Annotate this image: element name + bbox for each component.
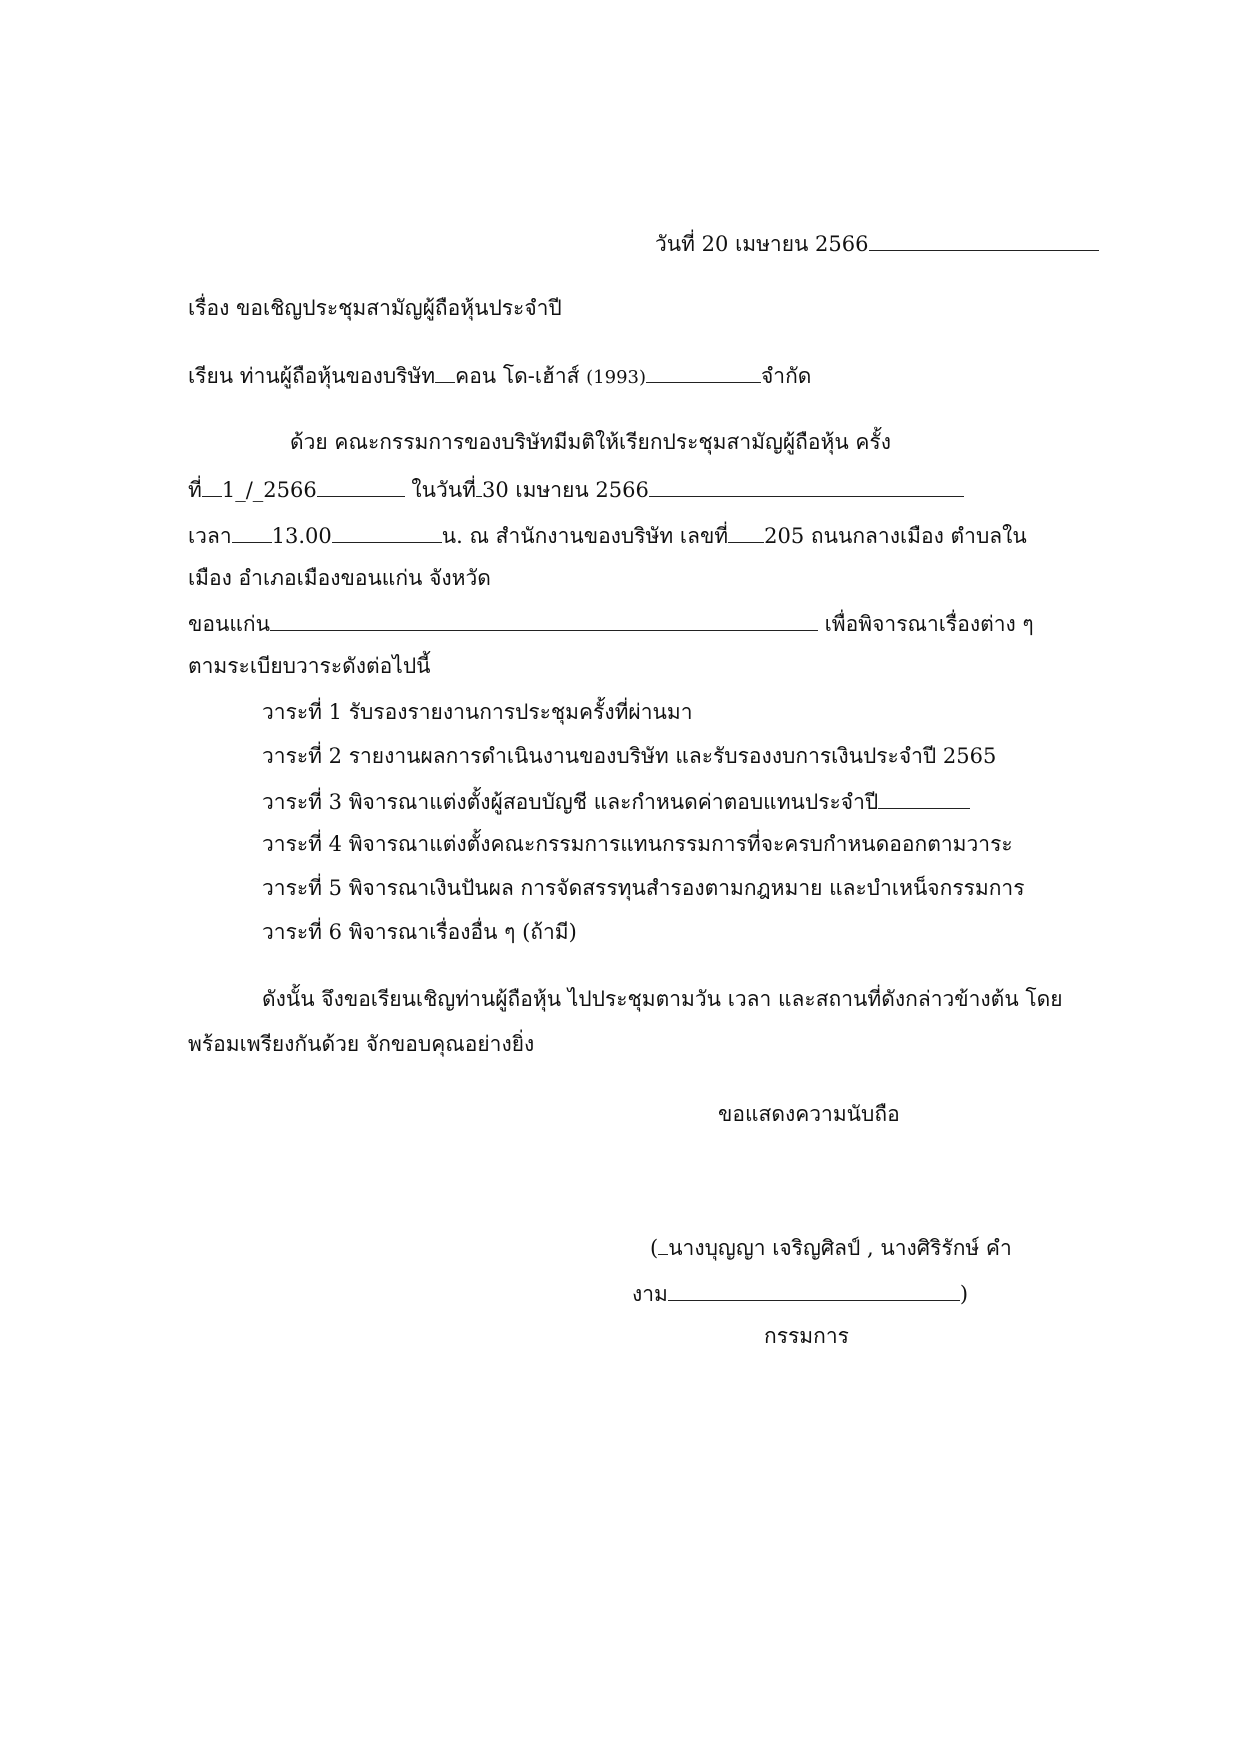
signer-blank-1 <box>658 1232 668 1255</box>
signer-cont: งาม <box>632 1282 668 1306</box>
time-blank-1 <box>232 520 272 543</box>
company-year: (1993) <box>586 367 646 388</box>
closing-text-1: ดังนั้น จึงขอเรียนเชิญท่านผู้ถือหุ้น ไปประชุมตามวัน เวลา และสถานที่ดังกล่าวข้างต้น โดย <box>262 987 1063 1011</box>
agenda-item-5: วาระที่ 5 พิจารณาเงินปันผล การจัดสรรทุนสำรองตามกฎหมาย และบำเหน็จกรรมการ <box>262 876 1025 900</box>
signer-title-line <box>764 1322 849 1350</box>
date-blank <box>869 228 1099 251</box>
signer-blank-2 <box>668 1278 960 1301</box>
consider-text: เพื่อพิจารณาเรื่องต่าง ๆ <box>824 612 1034 636</box>
date-text: วันที่ 20 เมษายน 2566 <box>655 232 869 256</box>
time-prefix: เวลา <box>188 524 232 548</box>
closing-line1 <box>262 985 1063 1013</box>
agenda-item-3: วาระที่ 3 พิจารณาแต่งตั้งผู้สอบบัญชี และกำหนดค่าตอบแทนประจำปี <box>262 790 879 814</box>
agenda-intro-line <box>188 652 431 680</box>
date-line <box>655 228 1099 258</box>
meeting-no-prefix: ที่ <box>188 478 202 502</box>
meeting-date-prefix: ในวันที่ <box>411 478 477 502</box>
para1-text: ด้วย คณะกรรมการของบริษัทมีมติให้เรียกประชุมสามัญผู้ถือหุ้น ครั้ง <box>290 430 891 454</box>
company-blank-2 <box>646 360 761 383</box>
agenda-item-2: วาระที่ 2 รายงานผลการดำเนินงานของบริษัท และรับรองงบการเงินประจำปี 2565 <box>262 744 997 768</box>
meeting-no: 1_/_2566 <box>221 478 317 502</box>
signer-open: ( <box>650 1236 659 1260</box>
agenda-item-4: วาระที่ 4 พิจารณาแต่งตั้งคณะกรรมการแทนกรรมการที่จะครบกำหนดออกตามวาระ <box>262 832 1013 856</box>
closing-line2 <box>188 1030 534 1058</box>
para1-line4 <box>188 564 491 592</box>
meeting-no-blank-2 <box>317 474 405 497</box>
agenda-item-6: วาระที่ 6 พิจารณาเรื่องอื่น ๆ (ถ้ามี) <box>262 920 577 944</box>
addressee-line <box>188 360 811 392</box>
agenda-3-blank <box>878 786 970 809</box>
address-line2: เมือง อำเภอเมืองขอนแก่น จังหวัด <box>188 566 491 590</box>
company-name: คอน โด-เฮ้าส์ <box>455 364 580 388</box>
company-suffix: จำกัด <box>761 364 812 388</box>
agenda-item-1: วาระที่ 1 รับรองรายงานการประชุมครั้งที่ผ่านมา <box>262 700 693 724</box>
para1-line5 <box>188 608 1034 638</box>
agenda-intro: ตามระเบียบวาระดังต่อไปนี้ <box>188 654 431 678</box>
agenda-item <box>262 874 1025 902</box>
subject-line <box>188 294 562 322</box>
time-value: 13.00 <box>271 524 332 548</box>
signer-title: กรรมการ <box>764 1324 849 1348</box>
para1-line2 <box>188 474 964 504</box>
time-blank-2 <box>332 520 442 543</box>
address-line1: 205 ถนนกลางเมือง ตำบลใน <box>764 524 1027 548</box>
addressee-prefix: เรียน ท่านผู้ถือหุ้นของบริษัท <box>188 364 436 388</box>
signer-line1 <box>650 1232 1012 1262</box>
address-blank <box>728 520 764 543</box>
closing-text-2: พร้อมเพรียงกันด้วย จักขอบคุณอย่างยิ่ง <box>188 1032 535 1056</box>
province: ขอนแก่น <box>188 612 270 636</box>
agenda-item <box>262 786 970 816</box>
agenda-item <box>262 918 577 946</box>
signer-close: ) <box>959 1282 969 1306</box>
meeting-date-blank-2 <box>649 474 964 497</box>
time-suffix: น. ณ สำนักงานของบริษัท เลขที่ <box>441 524 729 548</box>
meeting-no-blank-1 <box>202 474 222 497</box>
province-blank <box>270 608 818 631</box>
para1-line3 <box>188 520 1027 550</box>
agenda-item <box>262 830 1013 858</box>
signer-line2 <box>632 1278 968 1308</box>
regards-line <box>718 1100 900 1128</box>
para1-line1 <box>290 428 891 456</box>
agenda-item <box>262 742 996 770</box>
meeting-date: 30 เมษายน 2566 <box>482 478 649 502</box>
subject-text: เรื่อง ขอเชิญประชุมสามัญผู้ถือหุ้นประจำปี <box>188 296 562 320</box>
company-blank-1 <box>435 360 455 383</box>
signer-names: นางบุญญา เจริญศิลป์ , นางศิริรักษ์ คำ <box>668 1236 1012 1260</box>
regards-text: ขอแสดงความนับถือ <box>718 1102 900 1126</box>
agenda-item <box>262 698 693 726</box>
